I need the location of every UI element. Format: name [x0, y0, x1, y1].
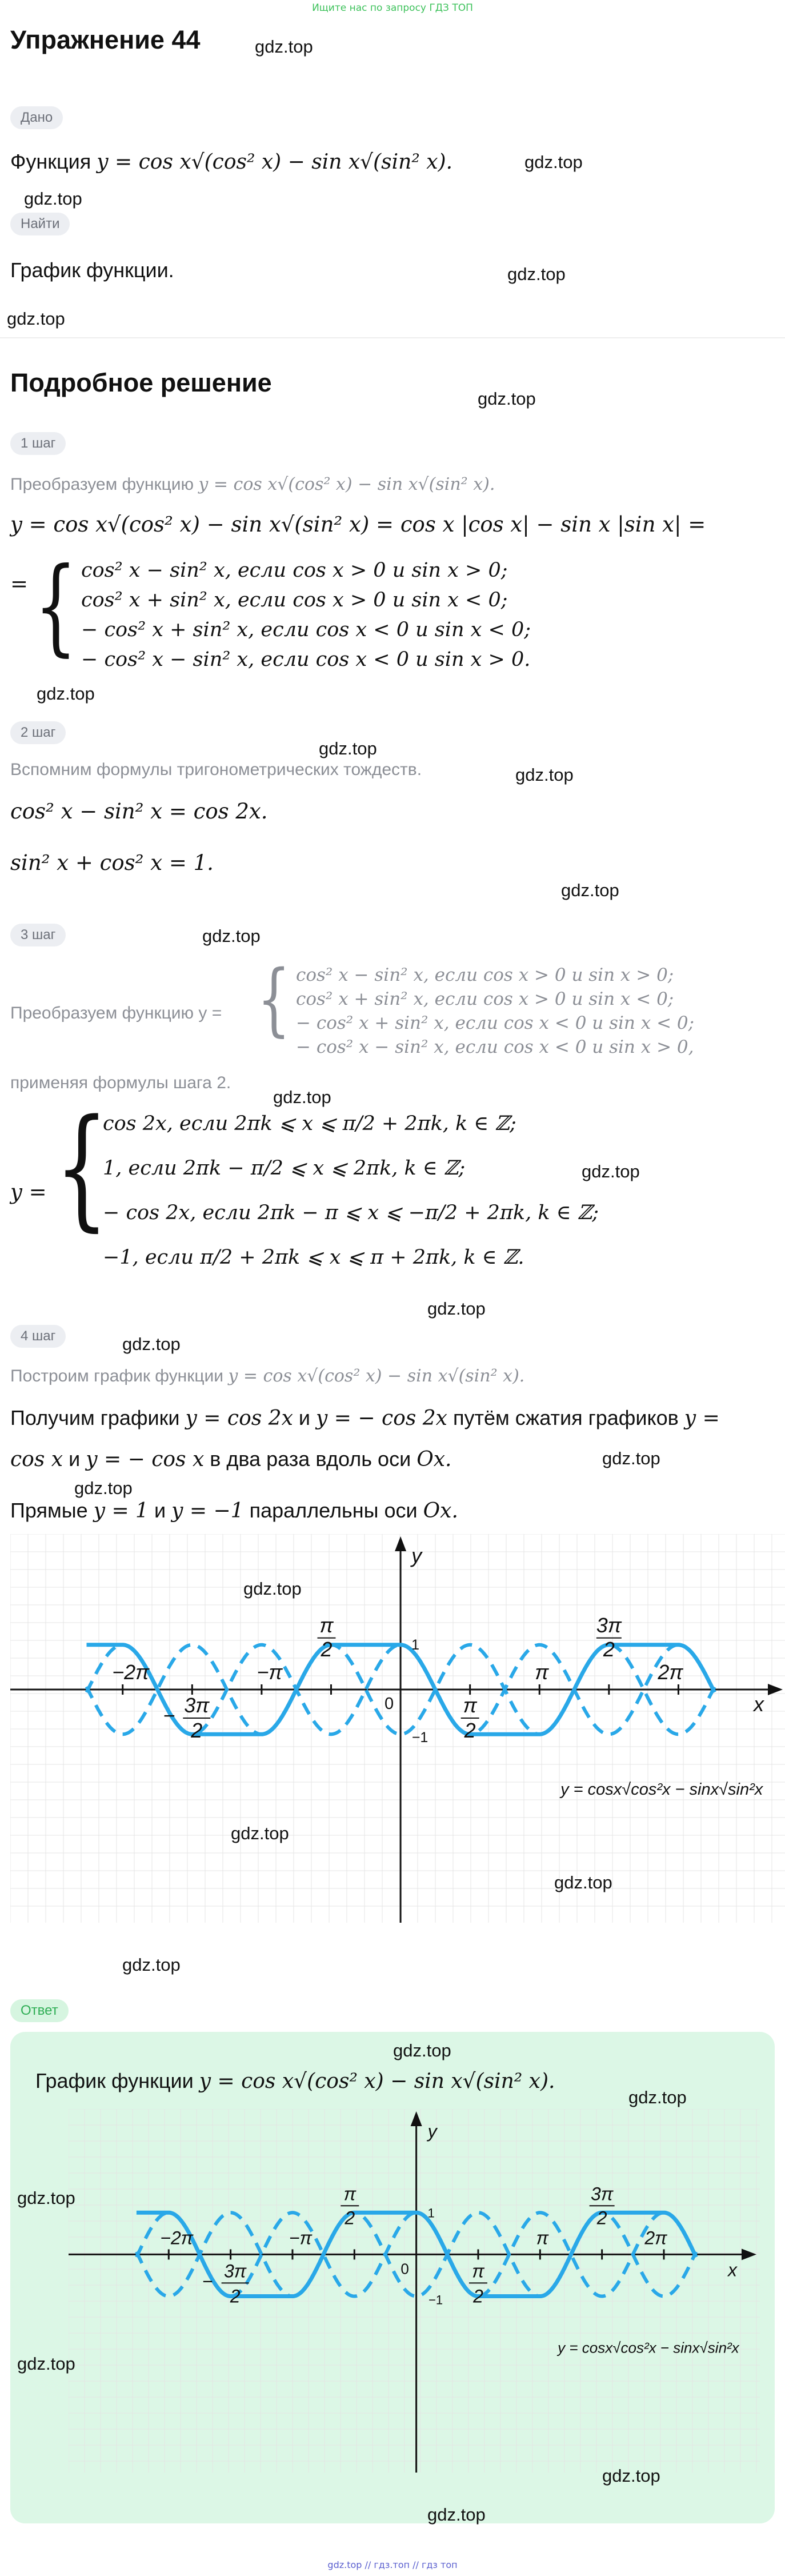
tick-label: 3π	[223, 2261, 247, 2282]
step2-formula-2: sin² x + cos² x = 1.	[10, 850, 214, 875]
y-tick-label: −1	[428, 2293, 443, 2307]
x-axis-arrow	[742, 2248, 756, 2260]
tick-label: π	[319, 1613, 334, 1637]
tick-label: 2π	[644, 2227, 667, 2248]
answer-graph	[69, 2109, 760, 2473]
watermark: gdz.top	[17, 2188, 75, 2208]
step3-intro: Преобразуем функцию y =	[10, 1004, 222, 1023]
answer-formula: y = cos x√(cos² x) − sin x√(sin² x).	[199, 2070, 555, 2093]
tick-label: 2π	[658, 1660, 683, 1684]
text: путём сжатия графиков	[453, 1406, 679, 1429]
tick-label: 2	[321, 1637, 333, 1661]
y-axis-arrow	[395, 1536, 406, 1551]
watermark: gdz.top	[628, 2087, 687, 2107]
step1-case-2: cos² x + sin² x, если cos x > 0 и sin x < 0;	[81, 589, 508, 612]
axis-label-x: x	[728, 2259, 737, 2281]
watermark: gdz.top	[427, 1299, 486, 1319]
watermark: gdz.top	[393, 2040, 451, 2060]
step3-after: применяя формулы шага 2.	[10, 1073, 231, 1092]
tick-label: 2	[596, 2207, 607, 2228]
given-formula: y = cos x√(cos² x) − sin x√(sin² x).	[97, 150, 453, 174]
step4-para-3	[10, 1499, 458, 1523]
tick-label: −π	[257, 1660, 283, 1684]
tick-label: 2	[473, 2286, 483, 2307]
answer-text: График функции	[35, 2069, 194, 2092]
watermark: gdz.top	[602, 1448, 660, 1468]
given-text: Функция	[10, 150, 91, 173]
step4-formula: y = cos x√(cos² x) − sin x√(sin² x).	[228, 1366, 525, 1386]
footer-links[interactable]: gdz.top // гдз.топ // гдз топ	[327, 2559, 458, 2570]
tick-label: 3π	[591, 2183, 614, 2204]
watermark: gdz.top	[478, 389, 536, 409]
text: в два раза вдоль оси	[210, 1447, 411, 1471]
divider	[0, 337, 785, 338]
watermark: gdz.top	[273, 1087, 331, 1107]
step3-case-4: − cos² x − sin² x, если cos x < 0 и sin x > 0,	[296, 1037, 694, 1057]
y-tick-label: −1	[411, 1730, 428, 1746]
watermark: gdz.top	[122, 1334, 181, 1354]
watermark: gdz.top	[524, 152, 583, 172]
page-title: Упражнение 44	[10, 25, 201, 54]
watermark: gdz.top	[427, 2505, 486, 2525]
text: и	[298, 1406, 310, 1429]
step3-result-4: −1, если π/2 + 2πk ⩽ x ⩽ π + 2πk, k ∈ ℤ.	[103, 1246, 524, 1269]
step2-intro: Вспомним формулы тригонометрических тождеств.	[10, 760, 422, 779]
text: и	[154, 1499, 166, 1522]
text: и	[69, 1447, 81, 1471]
text: параллельны оси	[249, 1499, 418, 1522]
axis-label-x: x	[754, 1692, 764, 1716]
watermark: gdz.top	[507, 264, 566, 284]
step3-case-2: cos² x + sin² x, если cos x > 0 и sin x < 0;	[296, 989, 674, 1009]
step1-case-1: cos² x − sin² x, если cos x > 0 и sin x > 0;	[81, 559, 508, 582]
watermark: gdz.top	[17, 2354, 75, 2374]
tick-label: 2	[345, 2207, 355, 2228]
math: y = cos 2x	[185, 1407, 293, 1430]
solution-title: Подробное решение	[10, 368, 272, 397]
step2-label: 2 шаг	[10, 721, 66, 744]
top-search-link[interactable]: Ищите нас по запросу ГДЗ ТОП	[312, 2, 473, 14]
text: Получим графики	[10, 1406, 180, 1429]
step1-formula: y = cos x√(cos² x) − sin x√(sin² x).	[198, 474, 495, 494]
math: Ox.	[423, 1499, 458, 1523]
math: y = −1	[171, 1499, 244, 1523]
step4-intro: Построим график функции	[10, 1367, 224, 1385]
math: cos x	[10, 1448, 63, 1471]
watermark: gdz.top	[561, 880, 619, 900]
text: Прямые	[10, 1499, 88, 1522]
tick-label: π	[472, 2261, 484, 2282]
watermark: gdz.top	[255, 37, 313, 57]
tick-label: 2	[603, 1637, 615, 1661]
step2-formula-1: cos² x − sin² x = cos 2x.	[10, 799, 268, 824]
step1-case-4: − cos² x − sin² x, если cos x < 0 и sin x > 0.	[81, 648, 531, 671]
step3-result-brace: {	[55, 1091, 109, 1244]
step3-result-1: cos 2x, если 2πk ⩽ x ⩽ π/2 + 2πk, k ∈ ℤ;	[103, 1112, 516, 1135]
tick-label: 2	[230, 2286, 241, 2307]
function-graph	[10, 1534, 785, 1923]
watermark: gdz.top	[319, 738, 377, 758]
origin-label: 0	[385, 1695, 394, 1713]
axis-label-y: y	[427, 2121, 437, 2142]
step1-case-3: − cos² x + sin² x, если cos x < 0 и sin x < 0;	[81, 618, 531, 641]
watermark: gdz.top	[515, 765, 574, 785]
tick-label: π	[535, 1660, 549, 1684]
y-tick-label: 1	[411, 1636, 420, 1653]
watermark: gdz.top	[582, 1161, 640, 1181]
watermark: gdz.top	[24, 189, 82, 209]
tick-label: −2π	[112, 1660, 150, 1684]
given-label: Дано	[10, 106, 63, 129]
step1-label: 1 шаг	[10, 432, 66, 455]
tick-label: π	[463, 1694, 477, 1717]
step1-brace: {	[34, 544, 78, 667]
watermark: gdz.top	[122, 1955, 181, 1975]
step3-y-equals: y =	[10, 1180, 47, 1204]
y-tick-label: 1	[427, 2206, 435, 2220]
math: Ox.	[416, 1448, 452, 1471]
tick-label: −	[163, 1704, 175, 1727]
origin-label: 0	[400, 2260, 409, 2278]
step3-result-3: − cos 2x, если 2πk − π ⩽ x ⩽ −π/2 + 2πk, k ∈ ℤ;	[103, 1201, 599, 1224]
function-label: y = cosx√cos²x − sinx√sin²x	[558, 2339, 739, 2357]
watermark: gdz.top	[602, 2466, 660, 2486]
answer-label: Ответ	[10, 1999, 69, 2022]
watermark: gdz.top	[7, 309, 65, 329]
tick-label: 3π	[596, 1613, 622, 1637]
step1-equals: =	[10, 572, 29, 596]
math: y =	[684, 1407, 720, 1430]
step4-para-1	[10, 1406, 720, 1430]
step3-brace: {	[257, 953, 291, 1045]
tick-label: π	[536, 2227, 549, 2248]
step3-case-1: cos² x − sin² x, если cos x > 0 и sin x > 0;	[296, 965, 674, 985]
watermark: gdz.top	[74, 1478, 133, 1498]
tick-label: 2	[191, 1719, 203, 1742]
step4-intro-line	[10, 1366, 524, 1386]
watermark: gdz.top	[243, 1579, 302, 1599]
tick-label: −	[202, 2271, 213, 2292]
math: y = − cos 2x	[316, 1407, 447, 1430]
watermark: gdz.top	[554, 1872, 612, 1892]
watermark: gdz.top	[231, 1823, 289, 1843]
find-label: Найти	[10, 213, 70, 235]
watermark: gdz.top	[202, 926, 261, 946]
step3-case-3: − cos² x + sin² x, если cos x < 0 и sin x < 0;	[296, 1013, 695, 1033]
watermark: gdz.top	[37, 684, 95, 704]
function-label: y = cosx√cos²x − sinx√sin²x	[560, 1780, 763, 1799]
answer-line	[35, 2069, 555, 2093]
tick-label: π	[343, 2183, 357, 2204]
find-text: График функции.	[10, 258, 174, 282]
math: y = − cos x	[86, 1448, 205, 1471]
step1-intro-line	[10, 474, 495, 494]
tick-label: −2π	[160, 2227, 194, 2248]
step3-result-2: 1, если 2πk − π/2 ⩽ x ⩽ 2πk, k ∈ ℤ;	[103, 1157, 466, 1180]
step1-equation: y = cos x√(cos² x) − sin x√(sin² x) = cos x |cos x| − sin x |sin x| =	[10, 512, 706, 537]
given-line	[10, 150, 452, 174]
step1-intro: Преобразуем функцию	[10, 475, 194, 494]
tick-label: 3π	[184, 1694, 210, 1717]
axis-label-y: y	[411, 1544, 422, 1567]
step4-label: 4 шаг	[10, 1325, 66, 1348]
step3-label: 3 шаг	[10, 924, 66, 946]
tick-label: −π	[289, 2227, 313, 2248]
step4-para-2	[10, 1447, 451, 1471]
tick-label: 2	[464, 1719, 476, 1742]
math: y = 1	[93, 1499, 149, 1523]
